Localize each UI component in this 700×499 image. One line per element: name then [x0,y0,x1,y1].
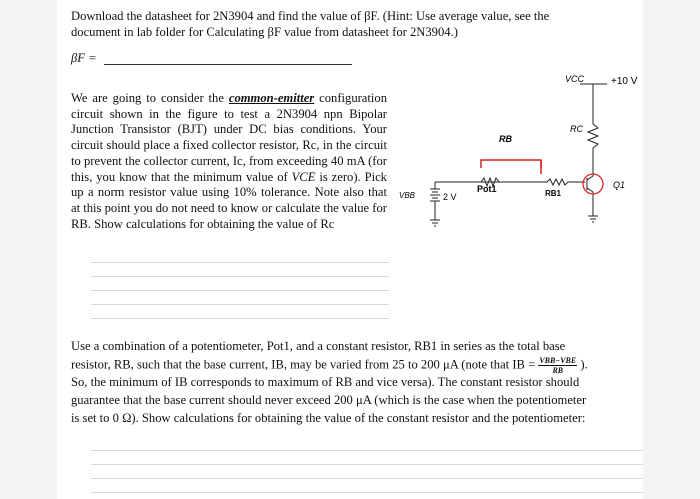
question2-paragraph [71,91,387,232]
pot-label: Pot1 [477,184,497,194]
question3-line2 [71,356,588,375]
question3-line2a: resistor, RB, such that the base current, IB, may be varied from 25 to 200 μA (note that IB = [71,357,536,372]
common-emitter-circuit [395,70,643,240]
question1-line1: Download the datasheet for 2N3904 and find the value of βF. (Hint: Use average value, see the [71,9,550,23]
question2-emphasis: common-emitter [228,91,315,105]
question1-line2: document in lab folder for Calculating βF value from datasheet for 2N3904.) [71,25,458,39]
answer-line [91,464,643,465]
rb-bracket [481,160,541,168]
beta-answer-line [104,64,352,65]
fraction-denominator: RB [552,366,564,375]
question3-line4: guarantee that the base current should never exceed 200 μA (which is the case when the potentiometer [71,393,587,407]
vbb-value: 2 V [443,192,457,202]
document-page [57,0,643,499]
vbb-label: VBB [399,191,416,200]
answer-line [91,290,389,291]
beta-answer-label: βF = [71,51,97,65]
answer-line [91,450,643,451]
answer-line [91,304,389,305]
answer-line [91,478,643,479]
question2-vce: VCE [291,169,316,184]
fraction-numerator: VBB−VBE [539,356,577,365]
transistor-q1 [583,174,603,194]
rb1-label: RB1 [545,189,562,198]
question2-body2: is zero). Pick up a norm resistor value using 10% tolerance. Note also that at this point you do not need to know or calculate the value for RB. Show calculations for obtaining the value of Rc [71,169,387,231]
base-current-fraction [538,356,577,375]
rc-label: RC [570,124,583,134]
question3-line2b: ). [580,357,588,372]
answer-line [91,318,389,319]
rb-label: RB [499,134,512,144]
question3-line3: So, the minimum of IB corresponds to maximum of RB and vice versa). The constant resistor should [71,375,580,389]
vcc-value: +10 V [611,76,638,87]
question3-line1: Use a combination of a potentiometer, Pot1, and a constant resistor, RB1 in series as the total base [71,339,566,353]
rb1-resistor [547,179,568,185]
question2-intro: We are going to consider the [71,91,224,105]
vcc-label: VCC [565,74,585,84]
rc-resistor [588,124,598,148]
q1-label: Q1 [613,180,626,190]
question3-line5: is set to 0 Ω). Show calculations for obtaining the value of the constant resistor and the potentiometer: [71,411,586,425]
question2-body: configuration circuit shown in the figure to test a 2N3904 npn Bipolar Junction Transistor (BJT) under DC bias conditions. Your circuit should place a fixed collector resistor, Rc, in the circuit to prevent the collector current, Ic, from exceeding 40 mA (for this, you know that the minimum value of [71,91,387,184]
answer-line [91,492,643,493]
answer-line [91,276,389,277]
answer-line [91,262,389,263]
